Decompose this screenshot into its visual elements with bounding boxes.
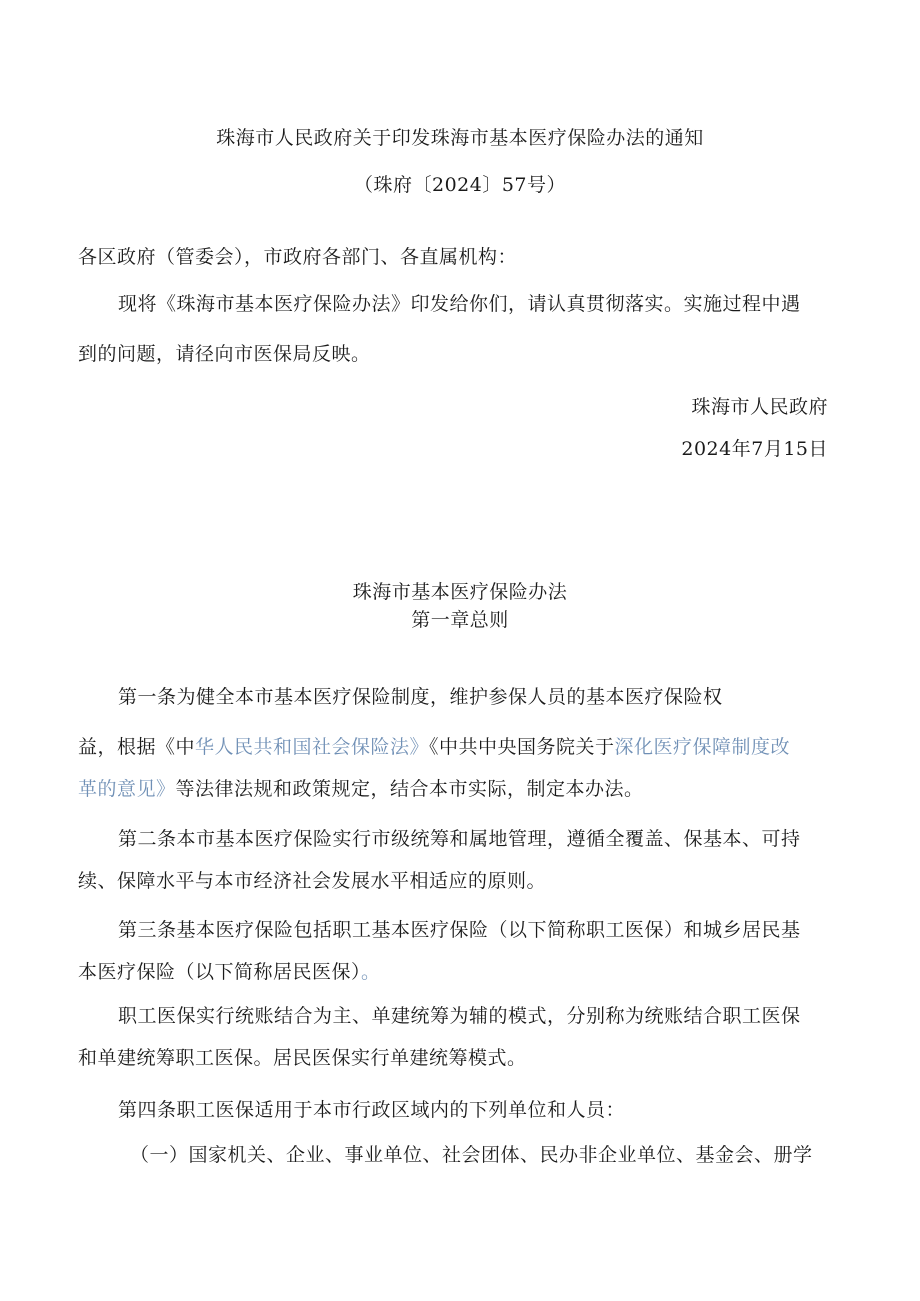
notice-doc-number: （珠府〔2024〕57号） — [353, 174, 567, 196]
notice-body-line: 现将《珠海市基本医疗保险办法》印发给你们，请认真贯彻落实。实施过程中遇 — [118, 293, 801, 315]
notice-date: 2024年7月15日 — [681, 438, 828, 460]
article-2-line: 续、保障水平与本市经济社会发展水平相适应的原则。 — [78, 870, 547, 892]
article-3-para2-line: 职工医保实行统账结合为主、单建统筹为辅的模式，分别称为统账结合职工医保 — [118, 1005, 801, 1027]
article-1-line — [78, 735, 790, 759]
medical-reform-opinion-link-cont[interactable]: 革的意见》 — [78, 778, 176, 800]
article-3-text: 本医疗保险（以下简称居民医保） — [78, 961, 362, 983]
article-1-text: 益，根据《中 — [78, 736, 196, 758]
article-3-para2-line: 和单建统筹职工医保。居民医保实行单建统筹模式。 — [78, 1047, 527, 1069]
notice-body-line: 到的问题，请径向市医保局反映。 — [78, 343, 371, 365]
article-3-line — [78, 960, 381, 984]
article-4-item: （一）国家机关、企业、事业单位、社会团体、民办非企业单位、基金会、册学 — [130, 1144, 813, 1166]
article-1-line — [78, 777, 644, 801]
medical-reform-opinion-link[interactable]: 深化医疗保障制度改 — [614, 736, 791, 758]
article-1-text: 《中共中央国务院关于 — [429, 736, 615, 758]
article-4-line: 第四条职工医保适用于本市行政区域内的下列单位和人员： — [118, 1099, 626, 1121]
article-3-link[interactable]: 。 — [361, 961, 381, 983]
article-1-text: 等法律法规和政策规定，结合本市实际，制定本办法。 — [175, 778, 644, 800]
article-2-line: 第二条本市基本医疗保险实行市级统筹和属地管理，遵循全覆盖、保基本、可持 — [118, 828, 801, 850]
chapter-heading: 第一章总则 — [411, 609, 509, 631]
social-insurance-law-link[interactable]: 华人民共和国社会保险法》 — [195, 736, 430, 758]
notice-title: 珠海市人民政府关于印发珠海市基本医疗保险办法的通知 — [216, 127, 704, 149]
measures-title: 珠海市基本医疗保险办法 — [352, 581, 568, 603]
article-1-line: 第一条为健全本市基本医疗保险制度，维护参保人员的基本医疗保险权 — [118, 686, 723, 708]
notice-signature: 珠海市人民政府 — [691, 396, 828, 418]
notice-addressee: 各区政府（管委会），市政府各部门、各直属机构： — [78, 246, 518, 268]
article-3-line: 第三条基本医疗保险包括职工基本医疗保险（以下简称职工医保）和城乡居民基 — [118, 919, 801, 941]
